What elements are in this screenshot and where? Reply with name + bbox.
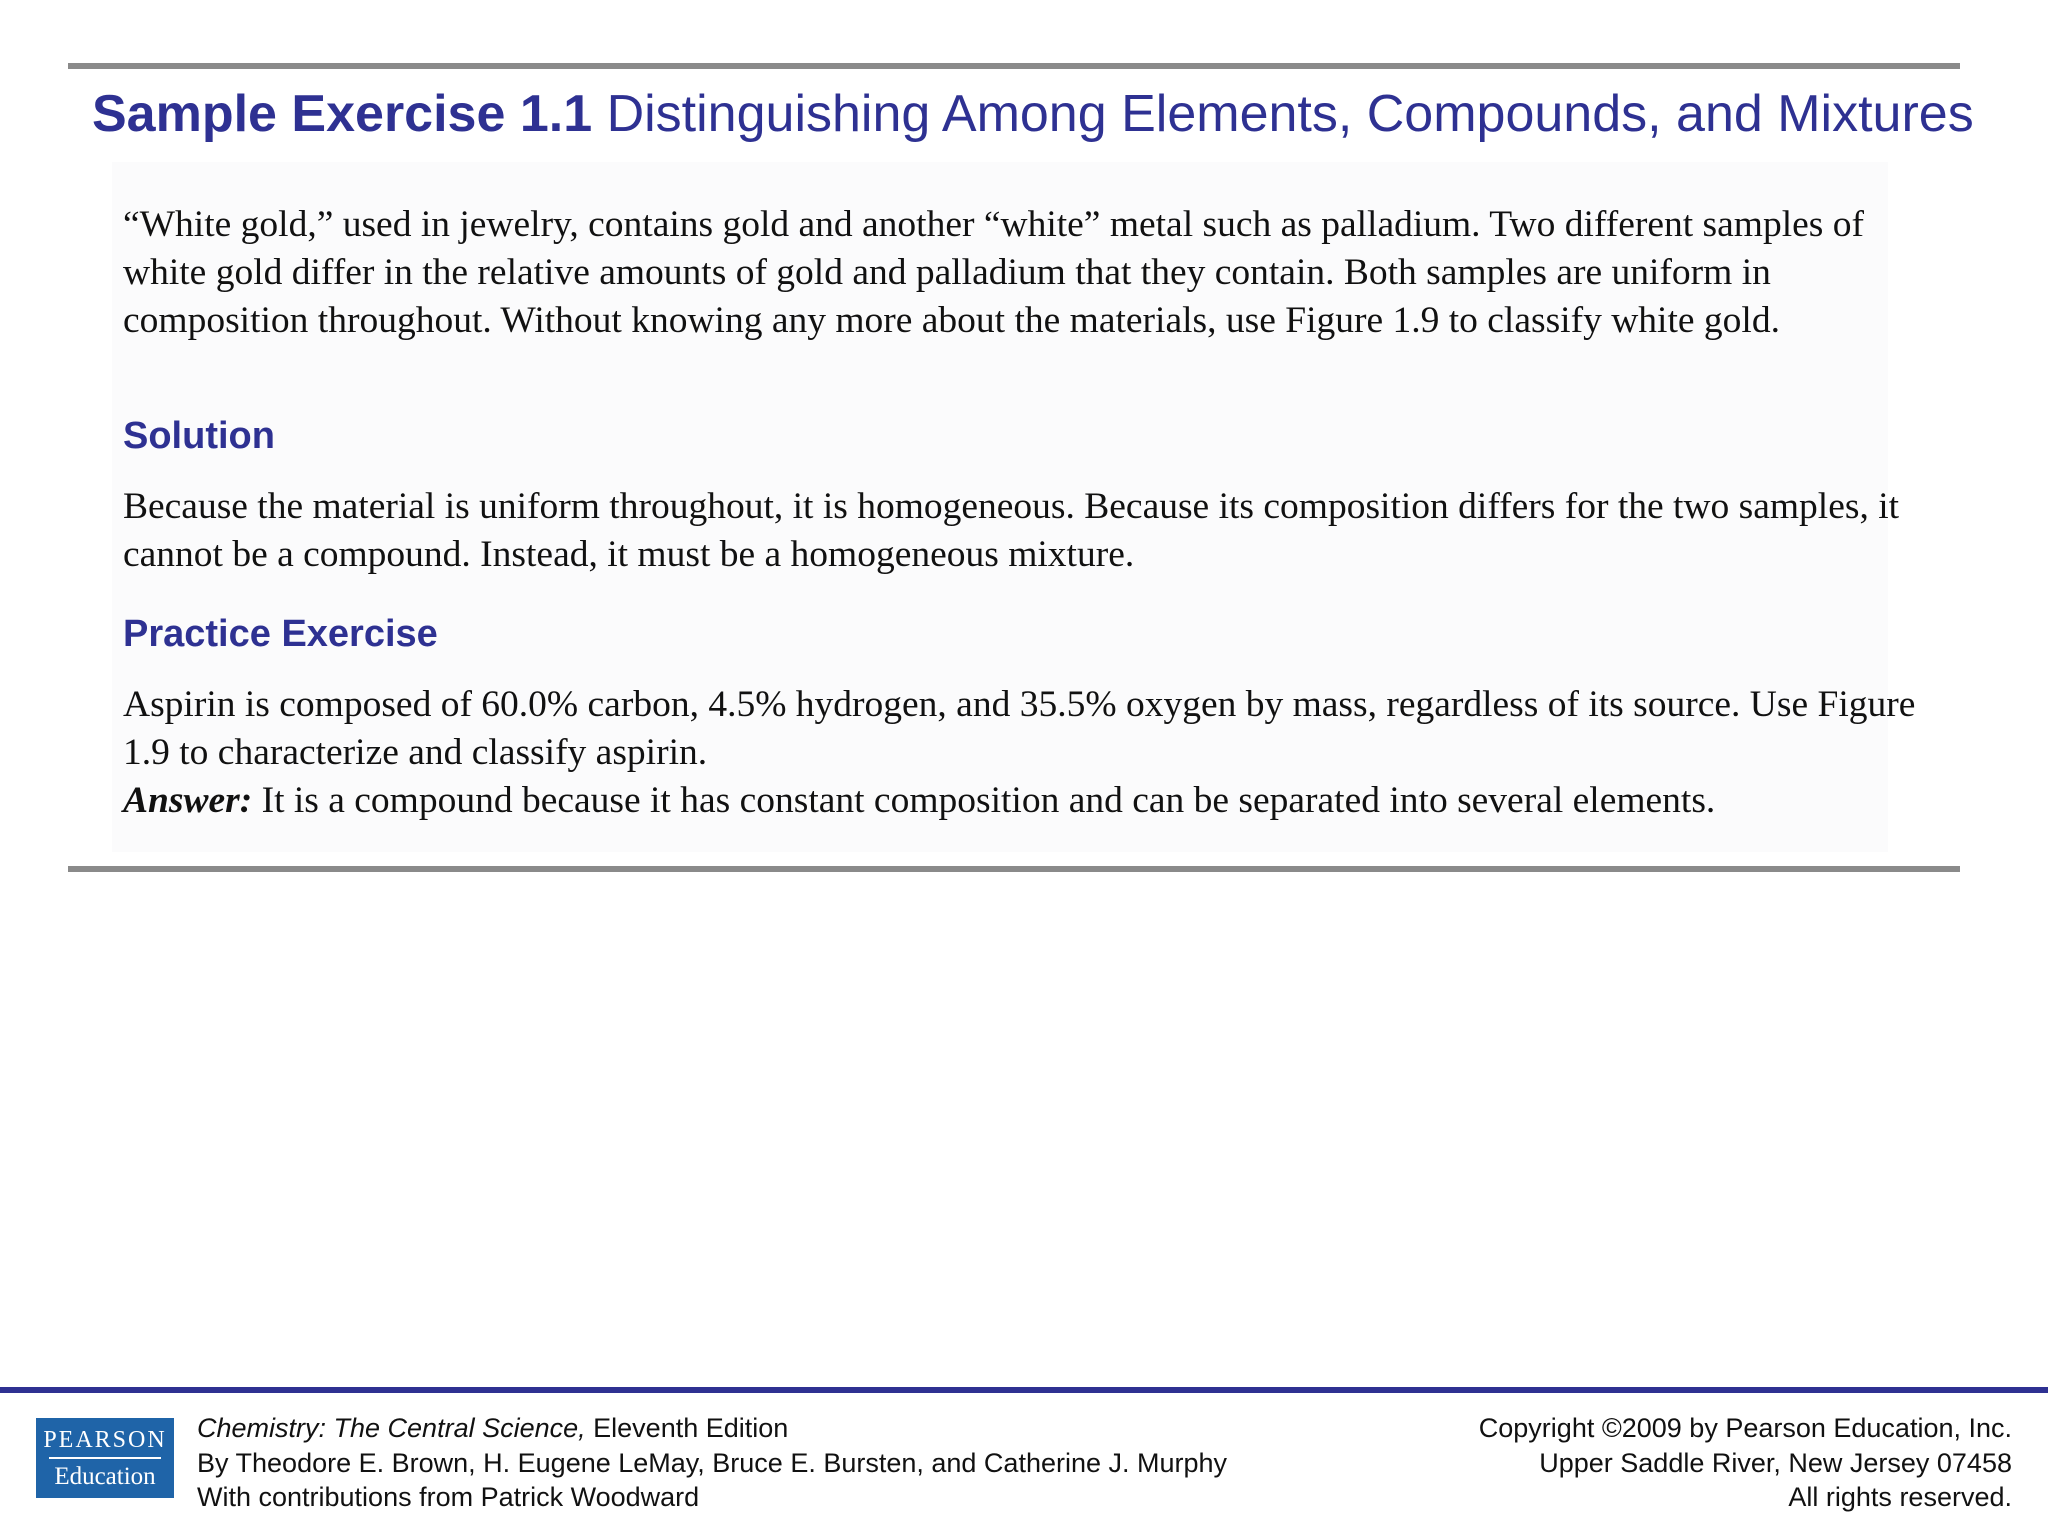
book-contributions: With contributions from Patrick Woodward: [197, 1482, 700, 1512]
problem-statement: “White gold,” used in jewelry, contains gold and another “white” metal such as palladium. Two different samples of white gold differ in the relative amounts of gold and palladium that they contain. Both samples are uniform in composition throughout. Without knowing any more about the materials, use Figure 1.9 to classify white gold.: [123, 204, 1864, 341]
rights-line: All rights reserved.: [1788, 1482, 2012, 1512]
logo-top-text: PEARSON: [43, 1427, 167, 1453]
exercise-title: Distinguishing Among Elements, Compounds, and Mixtures: [606, 85, 1974, 143]
page-title: [92, 82, 1992, 146]
book-edition: Eleventh Edition: [593, 1413, 789, 1443]
answer-line: [123, 777, 1923, 825]
pearson-logo: [36, 1418, 174, 1498]
footer-divider: [0, 1387, 2048, 1393]
solution-text: Because the material is uniform throughout, it is homogeneous. Because its composition differs for the two samples, it cannot be a compound. Instead, it must be a homogeneous mixture.: [123, 486, 1900, 575]
top-divider: [68, 63, 1960, 69]
exercise-number: Sample Exercise 1.1: [92, 85, 593, 143]
book-credits: [197, 1411, 1397, 1515]
bottom-divider: [68, 866, 1960, 872]
answer-text: It is a compound because it has constant composition and can be separated into several elements.: [261, 780, 1716, 821]
book-title-line: [197, 1411, 1397, 1446]
practice-heading: Practice Exercise: [123, 613, 438, 655]
copyright-line: Copyright ©2009 by Pearson Education, Inc.: [1478, 1413, 2012, 1443]
copyright-block: [1312, 1411, 2012, 1515]
publisher-address: Upper Saddle River, New Jersey 07458: [1539, 1447, 2012, 1478]
practice-text: Aspirin is composed of 60.0% carbon, 4.5% hydrogen, and 35.5% oxygen by mass, regardless of its source. Use Figure 1.9 to characterize and classify aspirin.: [123, 684, 1916, 773]
logo-bottom-text: Education: [54, 1463, 156, 1490]
answer-label: Answer:: [123, 780, 253, 821]
book-authors: By Theodore E. Brown, H. Eugene LeMay, Bruce E. Bursten, and Catherine J. Murphy: [197, 1447, 1228, 1478]
solution-heading: Solution: [123, 415, 275, 457]
book-title: Chemistry: The Central Science,: [197, 1413, 586, 1443]
logo-divider: [49, 1457, 161, 1459]
